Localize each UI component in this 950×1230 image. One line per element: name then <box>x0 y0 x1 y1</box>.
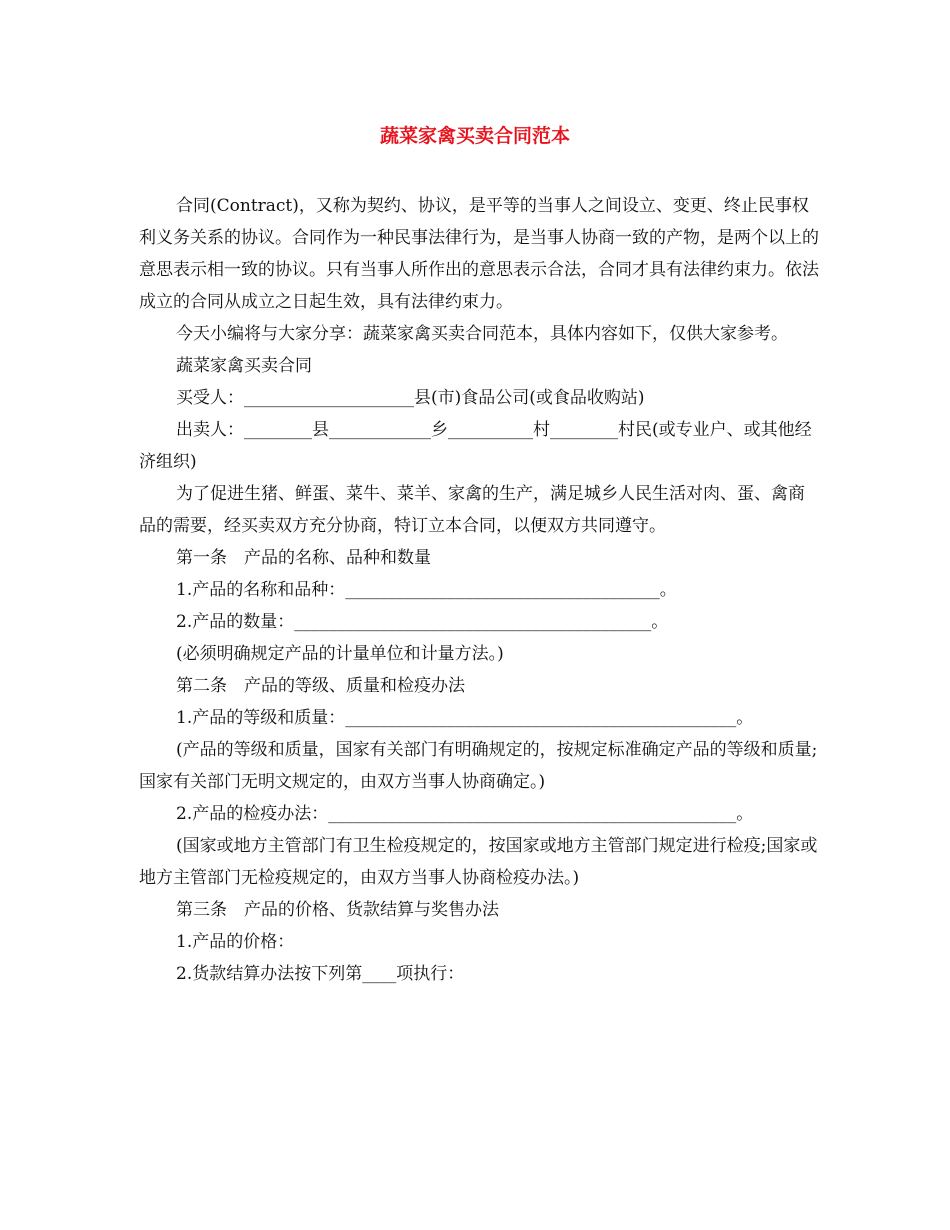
paragraph: (产品的等级和质量，国家有关部门有明确规定的，按规定标准确定产品的等级和质量;国家有关部门无明文规定的，由双方当事人协商确定。) <box>139 740 818 792</box>
paragraph: 1.产品的价格： <box>176 932 295 952</box>
paragraph: 第一条 产品的名称、品种和数量 <box>176 548 431 568</box>
paragraph: 第二条 产品的等级、质量和检疫办法 <box>176 676 465 696</box>
paragraph: 合同(Contract)，又称为契约、协议，是平等的当事人之间设立、变更、终止民事权利义务关系的协议。合同作为一种民事法律行为，是当事人协商一致的产物，是两个以上的意思表示相一致的协议。只有当事人所作出的意思表示合法，合同才具有法律约束力。依法成立的合同从成立之日起生效，具有法律约束力。 <box>139 196 819 312</box>
paragraph: (国家或地方主管部门有卫生检疫规定的，按国家或地方主管部门规定进行检疫;国家或地方主管部门无检疫规定的，由双方当事人协商检疫办法。) <box>139 836 818 888</box>
paragraph: 买受人：____________________县(市)食品公司(或食品收购站) <box>176 388 645 408</box>
paragraph: 1.产品的等级和质量：______________________________________________。 <box>176 708 754 728</box>
paragraph: 第三条 产品的价格、货款结算与奖售办法 <box>176 900 499 920</box>
paragraph: 2.产品的数量：__________________________________________。 <box>176 612 669 632</box>
paragraph: 今天小编将与大家分享：蔬菜家禽买卖合同范本，具体内容如下，仅供大家参考。 <box>176 324 788 344</box>
document-body <box>139 190 819 990</box>
paragraph: (必须明确规定产品的计量单位和计量方法。) <box>176 644 504 664</box>
paragraph: 2.货款结算办法按下列第____项执行： <box>176 964 465 984</box>
paragraph: 1.产品的名称和品种：_____________________________________。 <box>176 580 677 600</box>
paragraph: 为了促进生猪、鲜蛋、菜牛、菜羊、家禽的生产，满足城乡人民生活对肉、蛋、禽商品的需要，经买卖双方充分协商，特订立本合同，以便双方共同遵守。 <box>139 484 805 536</box>
paragraph: 蔬菜家禽买卖合同 <box>176 356 312 376</box>
paragraph: 2.产品的检疫办法：________________________________________________。 <box>176 804 754 824</box>
paragraph: 出卖人：________县____________乡__________村________村民(或专业户、或其他经济组织) <box>139 420 812 472</box>
document-title: 蔬菜家禽买卖合同范本 <box>379 125 570 147</box>
